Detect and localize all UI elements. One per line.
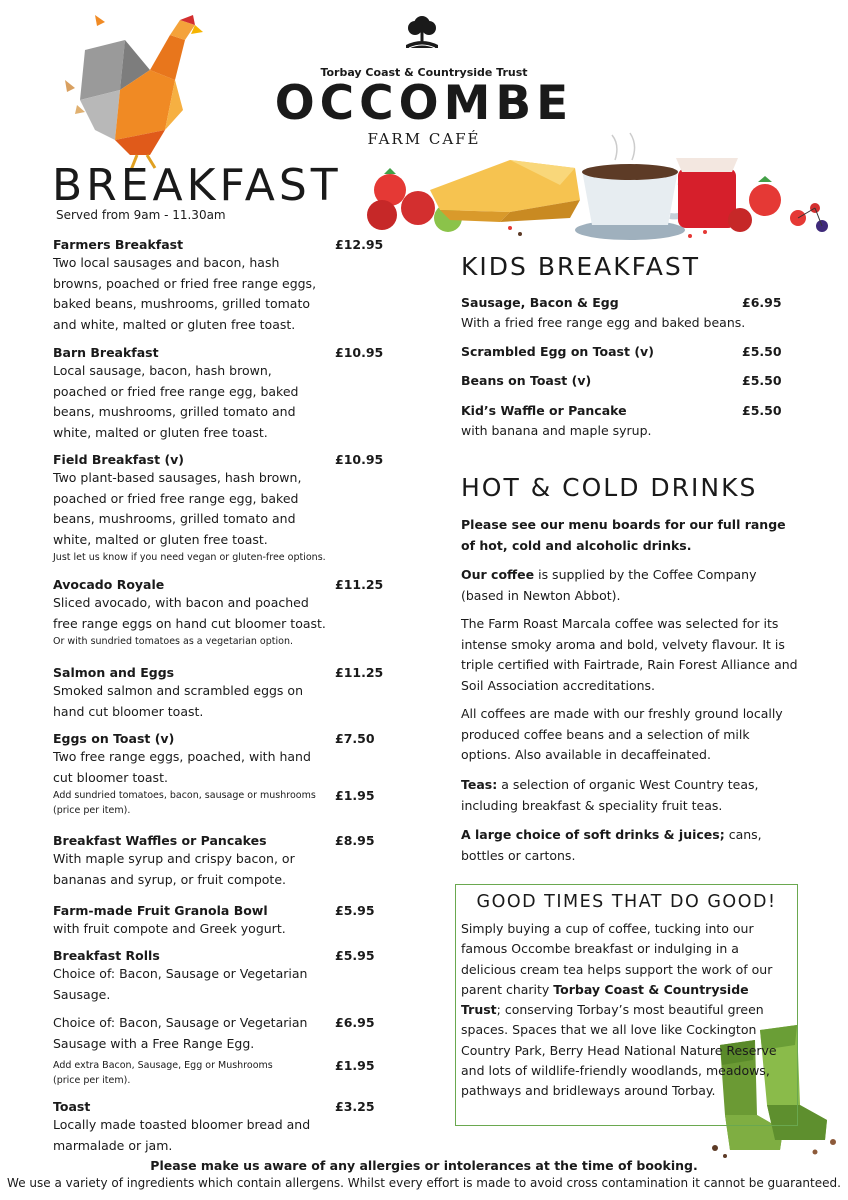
menu-item (53, 903, 383, 940)
item-desc: with banana and maple syrup. (461, 423, 652, 438)
allergy-notice: Please make us aware of any allergies or intolerances at the time of booking. (150, 1158, 698, 1173)
menu-item (53, 731, 383, 818)
kids-item (461, 344, 781, 359)
menu-item (53, 452, 383, 565)
brand-subtitle: FARM CAFÉ (367, 130, 481, 148)
item-desc: Two free range eggs, poached, with hand cut bloomer toast. (53, 749, 311, 785)
good-text-bold: Torbay Coast & Countryside Trust (461, 981, 749, 1018)
brand-title: OCCOMBE (274, 76, 574, 131)
item-name: Breakfast Waffles or Pancakes (53, 833, 267, 848)
coffee-text: is supplied by the Coffee Company (based in Newton Abbot). (461, 567, 757, 603)
item-price: £6.95 (742, 295, 782, 310)
item-price: £5.50 (742, 373, 782, 388)
item-addon (53, 1058, 383, 1088)
item-name: Scrambled Egg on Toast (v) (461, 344, 654, 359)
item-name: Field Breakfast (v) (53, 452, 185, 467)
menu-item (53, 1012, 383, 1088)
allergen-disclaimer: We use a variety of ingredients which contain allergens. Whilst every effort is made to avoid cross contamination it cannot be guaranteed. (7, 1176, 841, 1190)
item-name: Farmers Breakfast (53, 237, 184, 252)
item-price: £10.95 (335, 345, 384, 360)
soft-text: cans, bottles or cartons. (461, 827, 762, 863)
item-desc: Two local sausages and bacon, hash browns, poached or fried free range eggs, baked beans, mushrooms, grilled tomato and white, malted or gluten free toast. (53, 255, 317, 332)
teas-paragraph (461, 775, 801, 816)
trust-name: Torbay Coast & Countryside Trust (320, 66, 528, 79)
drinks-intro: Please see our menu boards for our full range of hot, cold and alcoholic drinks. (461, 517, 786, 553)
good-text-a: Simply buying a cup of coffee, tucking into our famous Occombe breakfast or indulging in a delicious cream tea helps support the work of our parent charity (461, 921, 773, 997)
good-text-b: ; conserving Torbay’s most beautiful green spaces. Spaces that we all love like Cockington Country Park, Berry Head National Nature Reserve and lots of wildlife-friendly woodlands, meadows, pathways and bridleways around Torbay. (461, 1002, 777, 1099)
item-price: £5.50 (742, 403, 782, 418)
item-name: Farm-made Fruit Granola Bowl (53, 903, 268, 918)
kids-item (461, 403, 781, 438)
breakfast-title: BREAKFAST (52, 160, 342, 211)
served-times: Served from 9am - 11.30am (56, 208, 226, 222)
item-name: Barn Breakfast (53, 345, 159, 360)
addon-price: £1.95 (335, 1058, 375, 1073)
item-desc: With maple syrup and crispy bacon, or bananas and syrup, or fruit compote. (53, 851, 295, 887)
item-desc: Local sausage, bacon, hash brown, poached or fried free range egg, baked beans, mushrooms, grilled tomato and white, malted or gluten free toast. (53, 363, 299, 440)
item-price: £5.95 (335, 948, 375, 963)
menu-item (53, 577, 383, 649)
drinks-title: HOT & COLD DRINKS (461, 473, 758, 502)
item-price: £11.25 (335, 665, 384, 680)
item-price: £5.95 (335, 903, 375, 918)
item-desc: Locally made toasted bloomer bread and marmalade or jam. (53, 1117, 311, 1153)
item-desc: Choice of: Bacon, Sausage or Vegetarian Sausage with a Free Range Egg. (53, 1015, 308, 1051)
item-price: £11.25 (335, 577, 384, 592)
item-name: Breakfast Rolls (53, 948, 160, 963)
item-name: Avocado Royale (53, 577, 165, 592)
item-name: Toast (53, 1099, 91, 1114)
menu-item (53, 345, 383, 443)
item-desc: Choice of: Bacon, Sausage or Vegetarian Sausage. (53, 966, 308, 1002)
addon-price: £1.95 (335, 788, 375, 803)
menu-item (53, 1099, 383, 1156)
menu-item (53, 948, 383, 1005)
item-price: £6.95 (335, 1015, 375, 1030)
item-price: £5.50 (742, 344, 782, 359)
item-desc: With a fried free range egg and baked beans. (461, 315, 746, 330)
addon-text: Add sundried tomatoes, bacon, sausage or mushrooms (price per item). (53, 790, 316, 816)
menu-item (53, 237, 383, 335)
item-price: £3.25 (335, 1099, 375, 1114)
item-name: Kid’s Waffle or Pancake (461, 403, 627, 418)
item-desc: with fruit compote and Greek yogurt. (53, 921, 286, 936)
item-note: Just let us know if you need vegan or gluten-free options. (53, 552, 326, 563)
item-desc: Two plant-based sausages, hash brown, poached or fried free range egg, baked beans, mushrooms, grilled tomato and white, malted or gluten free toast. (53, 470, 302, 547)
item-desc: Sliced avocado, with bacon and poached free range eggs on hand cut bloomer toast. (53, 595, 326, 631)
addon-text: Add extra Bacon, Sausage, Egg or Mushrooms (price per item). (53, 1060, 273, 1086)
good-times-text (461, 919, 791, 1102)
soft-lead: A large choice of soft drinks & juices; (461, 827, 725, 842)
fresh-coffee-paragraph: All coffees are made with our freshly ground locally produced coffee beans and a selection of milk options. Also available in decaffeinated. (461, 706, 783, 762)
item-price: £7.50 (335, 731, 375, 746)
kids-item (461, 373, 781, 388)
item-name: Beans on Toast (v) (461, 373, 592, 388)
item-price: £12.95 (335, 237, 384, 252)
teas-text: a selection of organic West Country teas, including breakfast & speciality fruit teas. (461, 777, 759, 813)
coffee-paragraph (461, 565, 801, 606)
tree-logo-icon (404, 15, 440, 51)
coffee-lead: Our coffee (461, 567, 535, 582)
item-name: Salmon and Eggs (53, 665, 175, 680)
good-times-title: GOOD TIMES THAT DO GOOD! (476, 892, 777, 912)
item-price: £8.95 (335, 833, 375, 848)
item-desc: Smoked salmon and scrambled eggs on hand cut bloomer toast. (53, 683, 303, 719)
item-note: Or with sundried tomatoes as a vegetarian option. (53, 636, 293, 647)
item-name: Eggs on Toast (v) (53, 731, 175, 746)
menu-item (53, 665, 383, 722)
teas-lead: Teas: (461, 777, 498, 792)
farm-roast-paragraph: The Farm Roast Marcala coffee was selected for its intense smoky aroma and bold, velvety flavour. It is triple certified with Fairtrade, Rain Forest Alliance and Soil Association accreditations. (461, 616, 798, 693)
soft-drinks-paragraph (461, 825, 801, 866)
item-addon (53, 788, 383, 818)
kids-item (461, 295, 781, 330)
menu-item (53, 833, 383, 890)
item-name: Sausage, Bacon & Egg (461, 295, 619, 310)
item-price: £10.95 (335, 452, 384, 467)
kids-title: KIDS BREAKFAST (461, 252, 700, 281)
